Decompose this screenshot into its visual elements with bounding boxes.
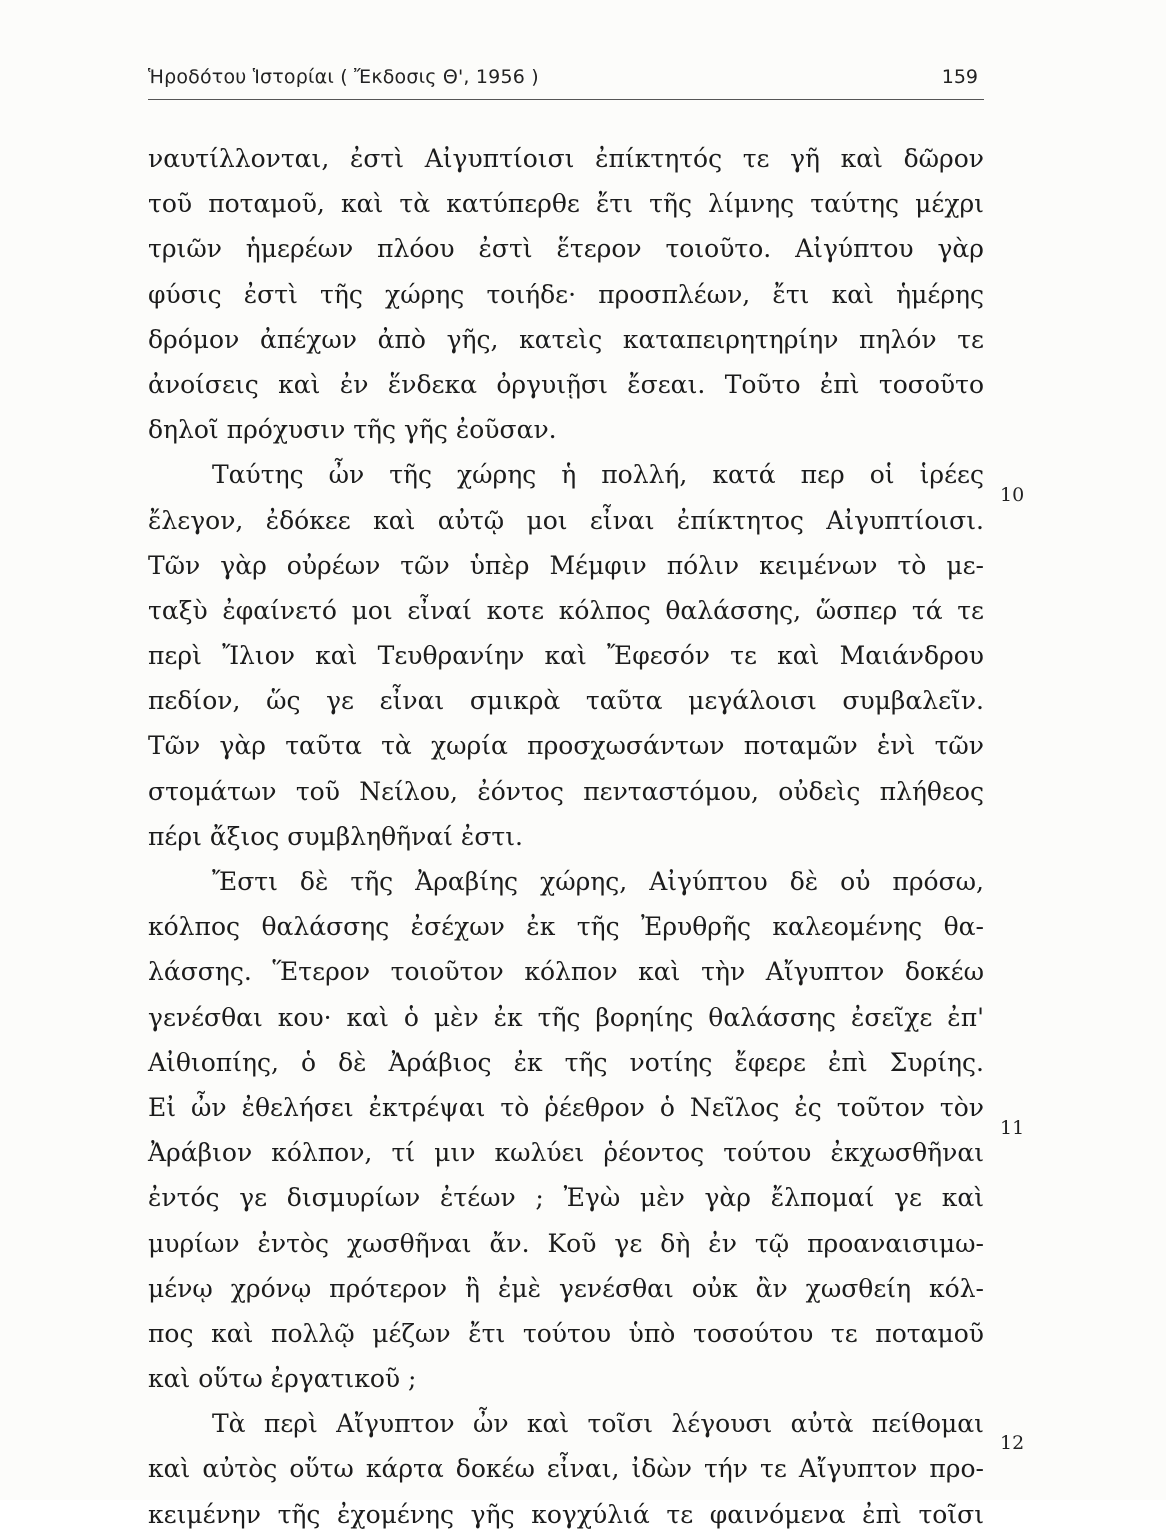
- text-line: λάσσης. Ἕτερον τοιοῦτον κόλπον καὶ τὴν Αἴγυπτον δοκέω: [148, 957, 984, 987]
- text-line: Τῶν γὰρ οὐρέων τῶν ὑπὲρ Μέμφιν πόλιν κειμένων τὸ με-: [148, 550, 984, 580]
- section-number-11: 11: [1000, 1117, 1025, 1139]
- text-line: Τῶν γὰρ ταῦτα τὰ χωρία προσχωσάντων ποταμῶν ἑνὶ τῶν: [148, 731, 984, 761]
- text-line: περὶ Ἴλιον καὶ Τευθρανίην καὶ Ἔφεσόν τε καὶ Μαιάνδρου: [148, 641, 984, 671]
- text-line: Αἰθιοπίης, ὁ δὲ Ἀράβιος ἐκ τῆς νοτίης ἔφερε ἐπὶ Συρίης.: [148, 1047, 984, 1077]
- section-number-10: 10: [1000, 484, 1025, 506]
- text-line: ταξὺ ἐφαίνετό μοι εἶναί κοτε κόλπος θαλάσσης, ὥσπερ τά τε: [148, 595, 984, 625]
- page-number: 159: [941, 66, 978, 88]
- text-line: πος καὶ πολλῷ μέζων ἔτι τούτου ὑπὸ τοσούτου τε ποταμοῦ: [148, 1318, 984, 1348]
- running-header-title: Ἡροδότου Ἱστορίαι ( Ἔκδοσις Θ', 1956 ): [148, 66, 539, 88]
- text-line: καὶ οὕτω ἐργατικοῦ ;: [148, 1364, 417, 1394]
- text-line: πέρι ἄξιος συμβληθῆναί ἐστι.: [148, 821, 523, 851]
- text-line: γενέσθαι κου· καὶ ὁ μὲν ἐκ τῆς βορηίης θαλάσσης ἐσεῖχε ἐπ': [148, 1002, 984, 1032]
- text-line: ἀνοίσεις καὶ ἐν ἕνδεκα ὀργυιῇσι ἔσεαι. Τοῦτο ἐπὶ τοσοῦτο: [148, 369, 984, 399]
- main-text: [148, 136, 984, 1537]
- text-line: Ἀράβιον κόλπον, τί μιν κωλύει ῥέοντος τούτου ἐκχωσθῆναι: [148, 1138, 984, 1168]
- text-line: μένῳ χρόνῳ πρότερον ἢ ἐμὲ γενέσθαι οὐκ ἂν χωσθείη κόλ-: [148, 1273, 984, 1303]
- paragraph-start-line: Τὰ περὶ Αἴγυπτον ὦν καὶ τοῖσι λέγουσι αὐτὰ πείθομαι: [212, 1409, 984, 1439]
- text-line: κόλπος θαλάσσης ἐσέχων ἐκ τῆς Ἐρυθρῆς καλεομένης θα-: [148, 912, 984, 942]
- text-line: καὶ αὐτὸς οὕτω κάρτα δοκέω εἶναι, ἰδὼν τήν τε Αἴγυπτον προ-: [148, 1454, 984, 1484]
- header-rule: [148, 99, 984, 100]
- text-line: στομάτων τοῦ Νείλου, ἐόντος πενταστόμου, οὐδεὶς πλήθεος: [148, 776, 984, 806]
- text-line: δρόμον ἀπέχων ἀπὸ γῆς, κατεὶς καταπειρητηρίην πηλόν τε: [148, 324, 984, 354]
- text-line: τοῦ ποταμοῦ, καὶ τὰ κατύπερθε ἔτι τῆς λίμνης ταύτης μέχρι: [148, 189, 984, 219]
- text-line: τριῶν ἡμερέων πλόου ἐστὶ ἕτερον τοιοῦτο. Αἰγύπτου γὰρ: [148, 234, 984, 264]
- text-line: δηλοῖ πρόχυσιν τῆς γῆς ἐοῦσαν.: [148, 415, 557, 445]
- paragraph-start-line: Ταύτης ὦν τῆς χώρης ἡ πολλή, κατά περ οἱ ἱρέες: [212, 460, 984, 490]
- section-number-12: 12: [1000, 1432, 1025, 1454]
- text-line: Εἰ ὦν ἐθελήσει ἐκτρέψαι τὸ ῥέεθρον ὁ Νεῖλος ἐς τοῦτον τὸν: [148, 1092, 984, 1122]
- text-line: πεδίον, ὥς γε εἶναι σμικρὰ ταῦτα μεγάλοισι συμβαλεῖν.: [148, 686, 984, 716]
- text-line: φύσις ἐστὶ τῆς χώρης τοιήδε· προσπλέων, ἔτι καὶ ἡμέρης: [148, 279, 984, 309]
- paragraph-start-line: Ἔστι δὲ τῆς Ἀραβίης χώρης, Αἰγύπτου δὲ οὐ πρόσω,: [212, 867, 984, 896]
- text-line: ναυτίλλονται, ἐστὶ Αἰγυπτίοισι ἐπίκτητός τε γῆ καὶ δῶρον: [148, 144, 984, 173]
- text-line: μυρίων ἐντὸς χωσθῆναι ἄν. Κοῦ γε δὴ ἐν τῷ προαναισιμω-: [148, 1228, 984, 1258]
- text-line: ἔλεγον, ἐδόκεε καὶ αὐτῷ μοι εἶναι ἐπίκτητος Αἰγυπτίοισι.: [148, 505, 984, 535]
- text-line: κειμένην τῆς ἐχομένης γῆς κογχύλιά τε φαινόμενα ἐπὶ τοῖσι: [148, 1499, 984, 1529]
- running-header: [148, 66, 978, 100]
- text-line: ἐντός γε δισμυρίων ἐτέων ; Ἐγὼ μὲν γὰρ ἔλπομαί γε καὶ: [148, 1183, 984, 1213]
